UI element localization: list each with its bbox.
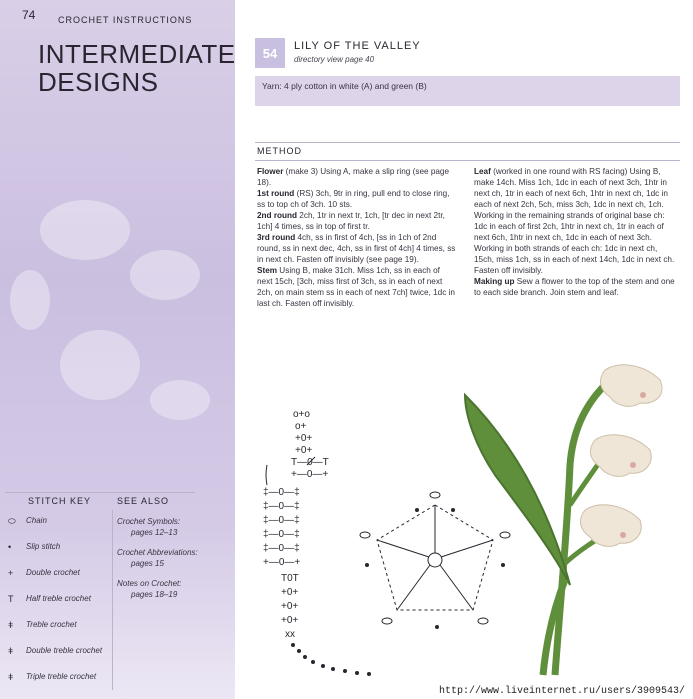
method-heading: METHOD <box>257 146 302 156</box>
decorative-photo-motif <box>10 270 50 330</box>
see-also-title: Notes on Crochet: <box>117 579 182 588</box>
see-also-item <box>117 547 198 569</box>
stitch-key-label: Treble crochet <box>26 620 77 629</box>
stitch-key-heading: STITCH KEY <box>28 496 92 506</box>
directory-reference: directory view page 40 <box>294 55 375 64</box>
stitch-key-label: Double crochet <box>26 568 80 577</box>
watermark-url: http://www.liveinternet.ru/users/3909543/ <box>439 684 693 699</box>
chapter-title <box>38 40 236 96</box>
see-also-title: Crochet Symbols: <box>117 517 181 526</box>
svg-text:+—0—+: +—0—+ <box>291 469 329 480</box>
svg-text:T0T: T0T <box>281 573 299 584</box>
stitch-key-divider <box>112 510 113 690</box>
see-also-pages: pages 18–19 <box>131 590 178 599</box>
svg-text:o+: o+ <box>295 421 307 432</box>
svg-text:+—0—+: +—0—+ <box>263 557 301 568</box>
lily-of-the-valley-photo <box>455 355 680 680</box>
stitch-symbol-icon: + <box>8 568 14 578</box>
round2-label: 2nd round <box>257 211 298 220</box>
stitch-key-label: Chain <box>26 516 47 525</box>
leaf-text: (worked in one round with RS facing) Using B, make 14ch. Miss 1ch, 1dc in each of next 3ch, 1htr in next ch, 1tr in each of next 6ch, 1htr in next ch, 1dc in each of next 2ch, 5ch, miss 3ch, 1dc in next ch, 1ch. Working in the remaining strands of original base ch: 1dc in each of first 2ch, 1htr in next ch, 1tr in each of next 6ch, 1htr in next ch, 1dc in each of next 3ch. Working in both strands of each ch: 1dc in next ch, 15ch, miss 1ch, ss in each of next 14ch, 1dc in next ch. Fasten off invisibly. <box>474 167 675 275</box>
decorative-photo-motif <box>130 250 200 300</box>
see-also-title: Crochet Abbreviations: <box>117 548 198 557</box>
svg-text:‡—0—‡: ‡—0—‡ <box>263 515 300 526</box>
yarn-info <box>262 81 427 91</box>
pattern-number-badge: 54 <box>255 38 285 68</box>
svg-text:‡—0—‡: ‡—0—‡ <box>263 529 300 540</box>
svg-text:+0+: +0+ <box>295 445 313 456</box>
page-number: 74 <box>22 8 36 22</box>
svg-text:+0+: +0+ <box>281 601 299 612</box>
stitch-symbol-icon: ǂ <box>8 672 14 682</box>
leaf-label: Leaf <box>474 167 491 176</box>
instructions-right-column <box>474 166 679 298</box>
stitch-symbol-icon: ⬭ <box>8 516 16 526</box>
decorative-photo-motif <box>40 200 130 260</box>
round2-text: 2ch, 1tr in next tr, 1ch, [tr dec in next 2tr, 1ch] 4 times, ss in top of first tr. <box>257 211 445 231</box>
svg-text:‡—0—‡: ‡—0—‡ <box>263 487 300 498</box>
svg-text:+0+: +0+ <box>295 433 313 444</box>
see-also-heading: SEE ALSO <box>117 496 170 506</box>
stitch-key-label: Triple treble crochet <box>26 672 97 681</box>
stitch-key-rule <box>5 492 195 493</box>
stem-label: Stem <box>257 266 278 275</box>
stitch-key-label: Double treble crochet <box>26 646 103 655</box>
decorative-photo-motif <box>150 380 210 420</box>
round1-text: (RS) 3ch, 9tr in ring, pull end to close ring, ss to top ch of 3ch. 10 sts. <box>257 189 450 209</box>
stitch-key-label: Half treble crochet <box>26 594 91 603</box>
making-up-text: Sew a flower to the top of the stem and one to each side branch. Join stem and leaf. <box>474 277 675 297</box>
svg-text:‡—0—‡: ‡—0—‡ <box>263 543 300 554</box>
chapter-title-line2: DESIGNS <box>38 67 159 97</box>
stitch-symbol-icon: • <box>8 542 12 552</box>
making-up-label: Making up <box>474 277 515 286</box>
chapter-title-line1: INTERMEDIATE <box>38 39 236 69</box>
svg-text:T—0—T: T—0—T <box>291 457 329 468</box>
section-title: CROCHET INSTRUCTIONS <box>58 15 193 25</box>
round3-label: 3rd round <box>257 233 296 242</box>
stitch-symbol-icon: ǂ <box>8 620 14 630</box>
method-underline <box>255 160 680 161</box>
stitch-symbol-icon: T <box>8 594 14 604</box>
svg-text:+0+: +0+ <box>281 587 299 598</box>
yarn-text: 4 ply cotton in white (A) and green (B) <box>281 81 427 91</box>
pattern-title: LILY OF THE VALLEY <box>294 40 421 52</box>
see-also-pages: pages 15 <box>131 559 164 568</box>
decorative-photo-motif <box>60 330 140 400</box>
round1-label: 1st round <box>257 189 295 198</box>
flower-label: Flower <box>257 167 284 176</box>
method-rule <box>255 142 680 143</box>
see-also-pages: pages 12–13 <box>131 528 178 537</box>
svg-text:+0+: +0+ <box>281 615 299 626</box>
instructions-left-column <box>257 166 457 309</box>
see-also-item <box>117 516 180 538</box>
round3-text: 4ch, ss in first of 4ch, [ss in 1ch of 2nd round, ss in next dec, 4ch, ss in first of 4ch] 4 times, ss in next ch. Fasten off invisibly (see page 19). <box>257 233 456 264</box>
stitch-key-label: Slip stitch <box>26 542 61 551</box>
stitch-symbol-icon: ǂ <box>8 646 14 656</box>
flower-text: (make 3) Using A, make a slip ring (see page 18). <box>257 167 450 187</box>
svg-text:xx: xx <box>285 629 295 640</box>
stem-text: Using B, make 31ch. Miss 1ch, ss in each of next 15ch, [3ch, miss first of 3ch, ss in each of next 2ch, on main stem ss in each of next 7ch] twice, 1dc in last ch. Fasten off invisibly. <box>257 266 455 308</box>
svg-text:o+o: o+o <box>293 409 310 420</box>
yarn-label: Yarn: <box>262 81 282 91</box>
svg-text:‡—0—‡: ‡—0—‡ <box>263 501 300 512</box>
see-also-item <box>117 578 181 600</box>
